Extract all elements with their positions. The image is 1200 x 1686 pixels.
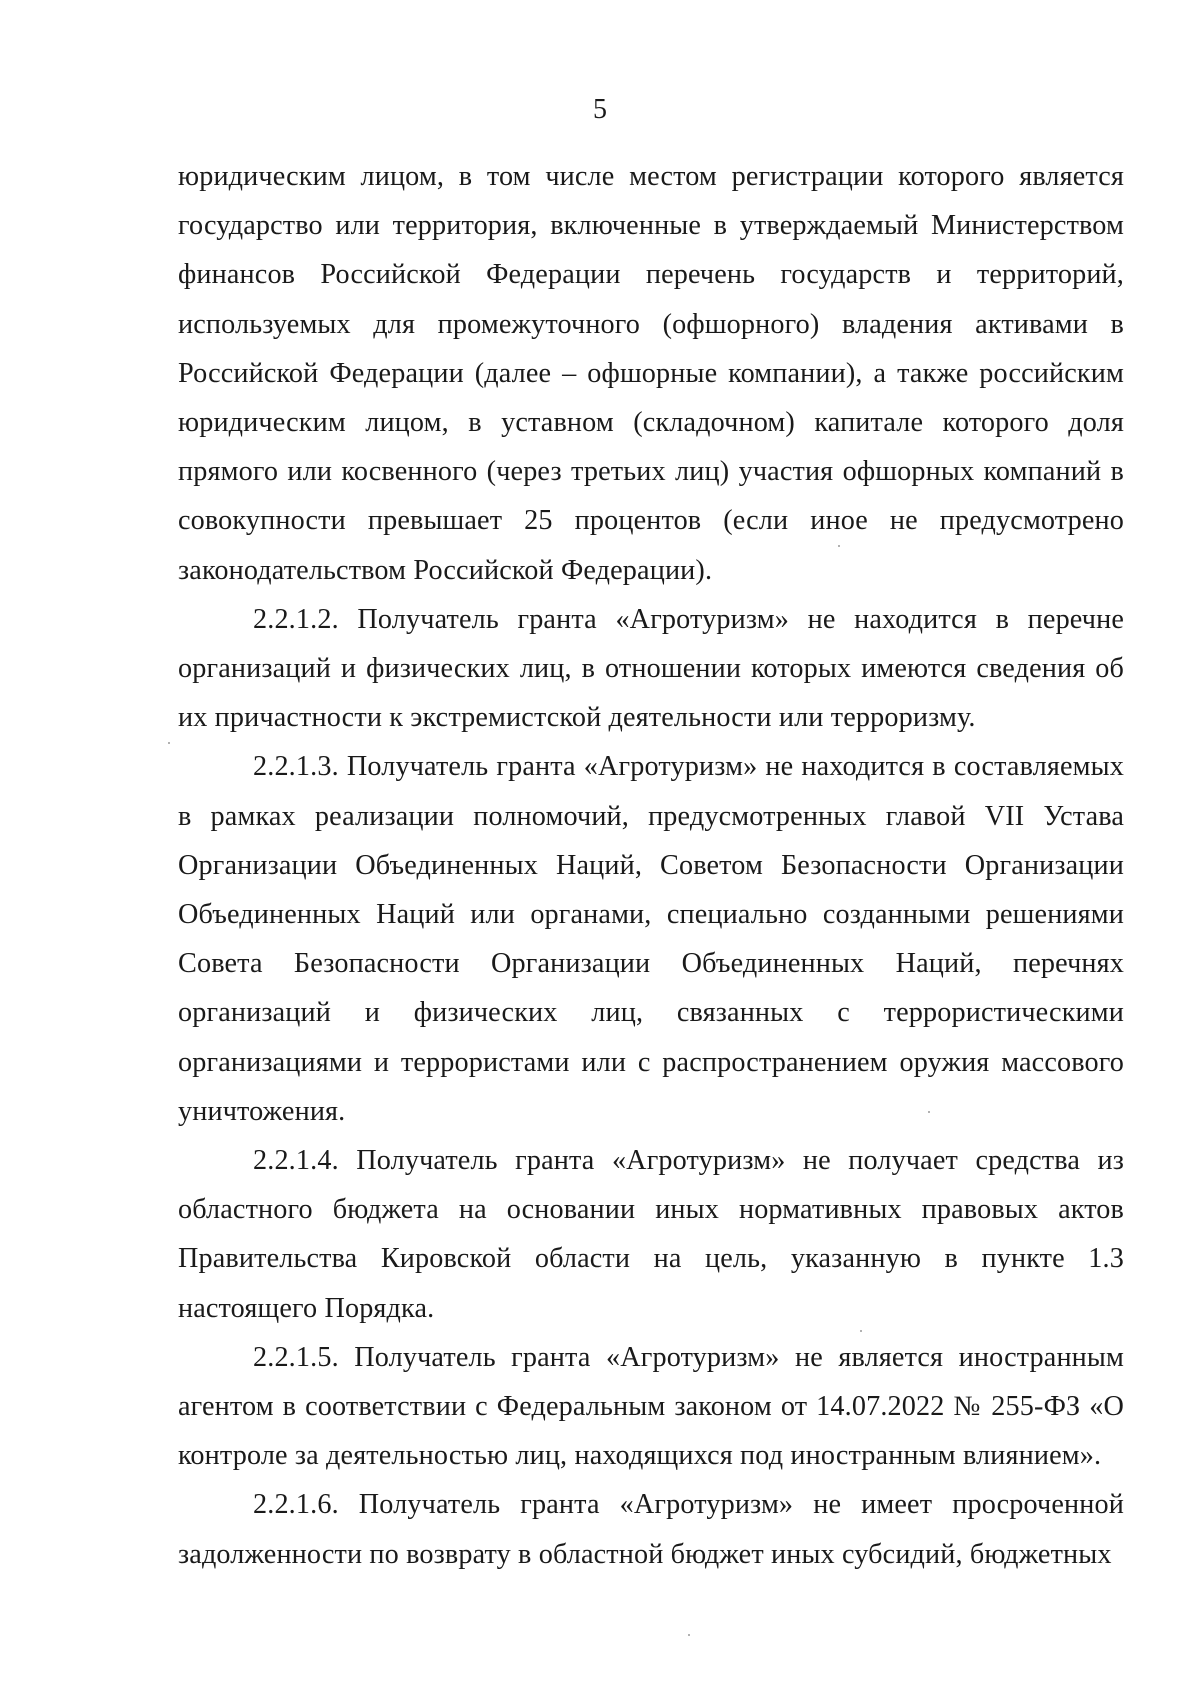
scan-speck	[928, 1111, 930, 1113]
paragraph-2-2-1-3: 2.2.1.3. Получатель гранта «Агротуризм» не находится в составляемых в рамках реализации полномочий, предусмотренных главой VII Устава Организации Объединенных Наций, Советом Безопасности Организации Объединенных Наций или органами, специально созданными решениями Совета Безопасности Организации Объединенных Наций, перечнях организаций и физических лиц, связанных с террористическими организациями и террористами или с распространением оружия массового уничтожения.	[178, 751, 1124, 1127]
scan-speck	[860, 1330, 862, 1332]
paragraph-2-2-1-4: 2.2.1.4. Получатель гранта «Агротуризм» не получает средства из областного бюджета на основании иных нормативных правовых актов Правительства Кировской области на цель, указанную в пункте 1.3 настоящего Порядка.	[178, 1145, 1124, 1324]
page-number: 5	[593, 94, 607, 125]
scan-speck	[688, 1634, 690, 1636]
paragraph-2-2-1-2: 2.2.1.2. Получатель гранта «Агротуризм» не находится в перечне организаций и физических лиц, в отношении которых имеются сведения об их причастности к экстремистской деятельности или терроризму.	[178, 603, 1124, 734]
scan-speck	[838, 545, 840, 547]
paragraph-2-2-1-6: 2.2.1.6. Получатель гранта «Агротуризм» не имеет просроченной задолженности по возврату в областной бюджет иных субсидий, бюджетных	[178, 1489, 1124, 1570]
paragraph-2-2-1-5: 2.2.1.5. Получатель гранта «Агротуризм» не является иностранным агентом в соответствии с Федеральным законом от 14.07.2022 № 255-ФЗ «О контроле за деятельностью лиц, находящихся под иностранным влиянием».	[178, 1341, 1124, 1472]
document-body	[178, 152, 1124, 1579]
paragraph-continuation: юридическим лицом, в том числе местом регистрации которого является государство или территория, включенные в утверждаемый Министерством финансов Российской Федерации перечень государств и территорий, используемых для промежуточного (офшорного) владения активами в Российской Федерации (далее – офшорные компании), а также российским юридическим лицом, в уставном (складочном) капитале которого доля прямого или косвенного (через третьих лиц) участия офшорных компаний в совокупности превышает 25 процентов (если иное не предусмотрено законодательством Российской Федерации).	[178, 161, 1124, 586]
scan-speck	[168, 742, 170, 744]
